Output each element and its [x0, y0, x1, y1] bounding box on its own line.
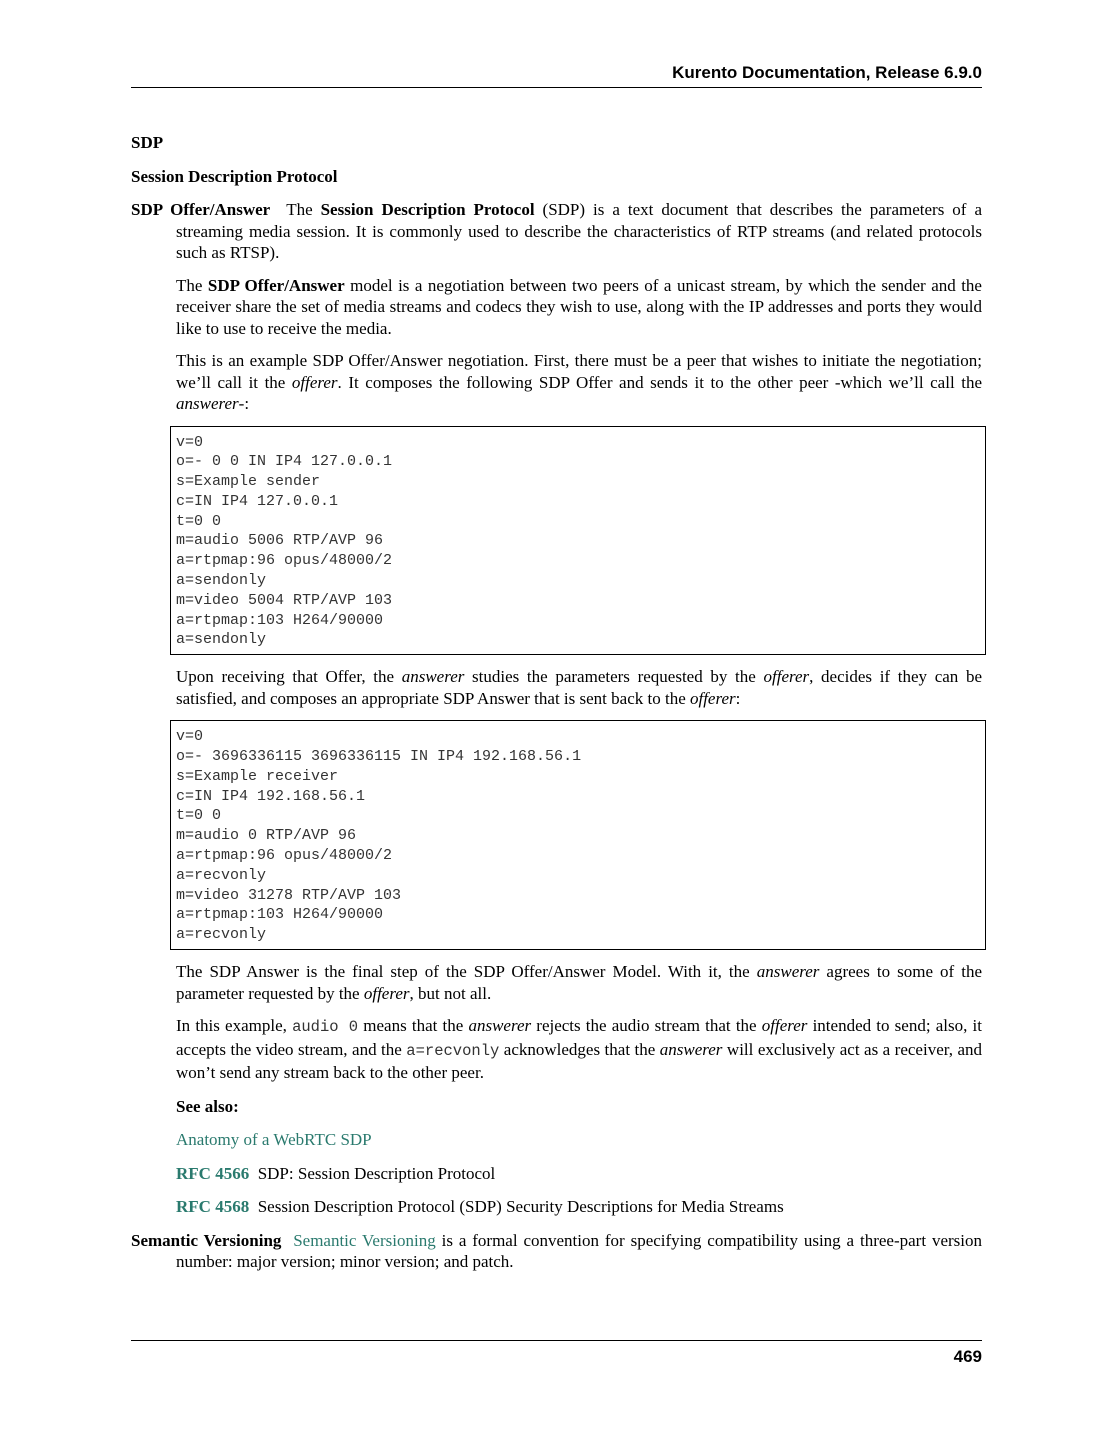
anatomy-webrtc-sdp-link[interactable]: Anatomy of a WebRTC SDP [176, 1130, 372, 1150]
inline-code: a=recvonly [406, 1041, 500, 1060]
rfc4566-link[interactable]: RFC 4566 [176, 1163, 250, 1183]
page-number: 469 [953, 1347, 982, 1366]
semantic-versioning-link[interactable]: Semantic Versioning [293, 1230, 436, 1250]
definition-paragraph-1: SDP Offer/Answer The Session Description Protocol (SDP) is a text document that describes the parameters of a streaming media session. It is commonly used to describe the characteristics of RTP streams (and related protocols such as RTSP). [131, 200, 982, 262]
section-subheading: Session Description Protocol [131, 167, 338, 186]
sdp-offer-code-block[interactable]: v=0 o=- 0 0 IN IP4 127.0.0.1 s=Example sender c=IN IP4 127.0.0.1 t=0 0 m=audio 5006 RTP/AVP 96 a=rtpmap:96 opus/48000/2 a=sendonly m=video 5004 RTP/AVP 103 a=rtpmap:103 H264/90000 a=sendonly [170, 426, 986, 656]
definition-body [176, 275, 982, 1218]
glossary-entry-semantic-versioning: Semantic Versioning Semantic Versioning is a formal convention for specifying compatibility using a three-part version number: major version; minor version; and patch. [131, 1230, 982, 1272]
definition-paragraph-4: Upon receiving that Offer, the answerer studies the parameters requested by the offerer, decides if they can be satisfied, and composes an appropriate SDP Answer that is sent back to the offerer: [176, 667, 982, 708]
footer-rule [131, 1340, 982, 1341]
glossary-term: Semantic Versioning [131, 1230, 282, 1250]
definition-paragraph-5: The SDP Answer is the final step of the SDP Offer/Answer Model. With it, the answerer agrees to some of the parameter requested by the offerer, but not all. [176, 962, 982, 1003]
reference-anatomy [176, 1129, 982, 1151]
header-rule [131, 87, 982, 88]
reference-rfc4568 [176, 1196, 982, 1218]
rfc4566-title: SDP: Session Description Protocol [257, 1163, 496, 1183]
rfc4568-title: Session Description Protocol (SDP) Security Descriptions for Media Streams [257, 1197, 784, 1217]
definition-paragraph-6: In this example, audio 0 means that the answerer rejects the audio stream that the offerer intended to send; also, it accepts the video stream, and the a=recvonly acknowledges that the answerer will exclusively act as a receiver, and won’t send any stream back to the other peer. [176, 1016, 983, 1083]
definition-paragraph-3: This is an example SDP Offer/Answer negotiation. First, there must be a peer that wishes to initiate the negotiation; we’ll call it the offerer. It composes the following SDP Offer and sends it to the other peer -which we’ll call the answerer-: [176, 351, 982, 413]
rfc4568-link[interactable]: RFC 4568 [176, 1197, 250, 1217]
inline-code: audio 0 [292, 1018, 359, 1037]
definition-paragraph-2: The SDP Offer/Answer model is a negotiation between two peers of a unicast stream, by which the sender and the receiver share the set of media streams and codecs they wish to use, along with the IP addresses and ports they would like to use to receive the media. [176, 275, 982, 338]
glossary-term: SDP Offer/Answer [131, 200, 271, 219]
section-heading: SDP [131, 133, 164, 152]
sdp-answer-code-block[interactable]: v=0 o=- 3696336115 3696336115 IN IP4 192.168.56.1 s=Example receiver c=IN IP4 192.168.56.1 t=0 0 m=audio 0 RTP/AVP 96 a=rtpmap:96 opus/48000/2 a=recvonly m=video 31278 RTP/AVP 103 a=rtpmap:103 H264/90000 a=recvonly [170, 720, 986, 950]
glossary-entry-sdp-offer-answer [131, 199, 982, 1218]
see-also-heading: See also: [176, 1096, 239, 1116]
running-header: Kurento Documentation, Release 6.9.0 [672, 63, 982, 82]
reference-rfc4566 [176, 1163, 982, 1185]
page-content [131, 132, 982, 1290]
